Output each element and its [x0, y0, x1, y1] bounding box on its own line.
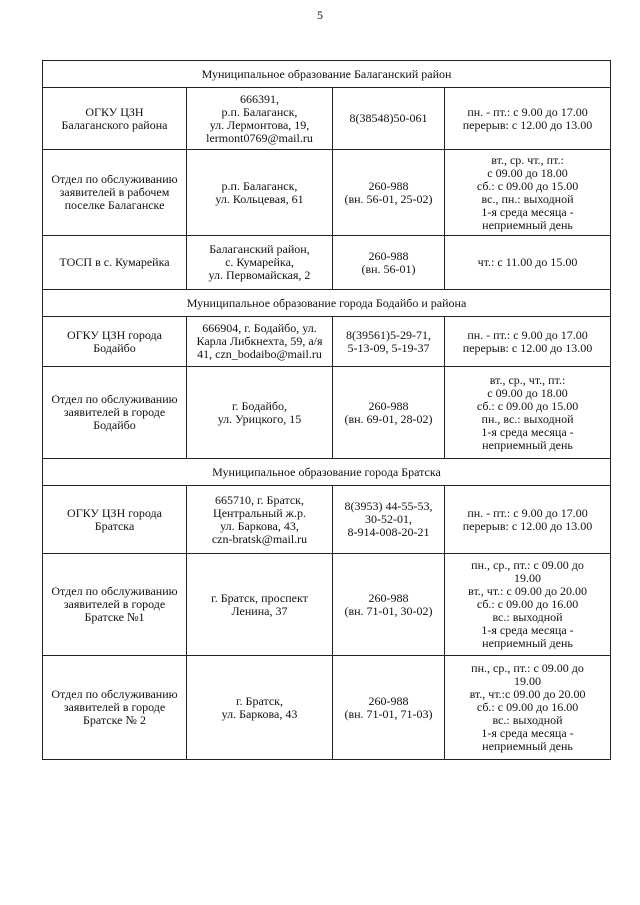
phone-cell: [333, 317, 445, 367]
address-cell: [187, 317, 333, 367]
office-address: р.п. Балаганск, ул. Кольцевая, 61: [215, 178, 304, 206]
office-name: ТОСП в с. Кумарейка: [59, 255, 170, 269]
office-address: 666904, г. Бодайбо, ул. Карла Либкнехта, 59, а/я 41, czn_bodaibo@mail.ru: [196, 321, 323, 361]
hours-cell: [445, 367, 611, 459]
hours-cell: [445, 150, 611, 236]
address-cell: [187, 656, 333, 760]
office-hours: пн. - пт.: с 9.00 до 17.00 перерыв: с 12.00 до 13.00: [462, 505, 593, 533]
office-hours: чт.: с 11.00 до 15.00: [477, 255, 578, 269]
office-phone: 8(39561)5-29-71, 5-13-09, 5-19-37: [346, 327, 431, 355]
phone-cell: [333, 150, 445, 236]
table-row: [43, 367, 611, 459]
office-hours: пн., ср., пт.: с 09.00 до 19.00 вт., чт.:с 09.00 до 20.00 сб.: с 09.00 до 16.00 вс.: выходной 1-я среда месяца - неприемный день: [469, 661, 586, 753]
office-name: Отдел по обслуживанию заявителей в городе Братске № 2: [51, 687, 178, 727]
office-name-cell: [43, 656, 187, 760]
office-phone: 260-988 (вн. 56-01, 25-02): [344, 178, 433, 206]
phone-cell: [333, 88, 445, 150]
office-address: Балаганский район, с. Кумарейка, ул. Первомайская, 2: [208, 242, 311, 282]
hours-cell: [445, 486, 611, 554]
address-cell: [187, 554, 333, 656]
phone-cell: [333, 486, 445, 554]
office-name-cell: [43, 367, 187, 459]
phone-cell: [333, 554, 445, 656]
address-cell: [187, 236, 333, 290]
office-phone: 8(38548)50-061: [349, 111, 428, 125]
hours-cell: [445, 236, 611, 290]
office-address: 665710, г. Братск, Центральный ж.р. ул. Баркова, 43, czn-bratsk@mail.ru: [211, 492, 308, 546]
hours-cell: [445, 88, 611, 150]
offices-table: [42, 60, 611, 760]
office-hours: пн., ср., пт.: с 09.00 до 19.00 вт., чт.: с 09.00 до 20.00 сб.: с 09.00 до 16.00 вс.: выходной 1-я среда месяца - неприемный день: [468, 558, 587, 650]
section-header-row: [43, 459, 611, 486]
office-address: г. Братск, ул. Баркова, 43: [221, 693, 298, 721]
office-name-cell: [43, 150, 187, 236]
table-row: [43, 554, 611, 656]
office-name-cell: [43, 554, 187, 656]
office-address: г. Бодайбо, ул. Урицкого, 15: [217, 398, 302, 426]
table-row: [43, 317, 611, 367]
office-phone: 8(3953) 44-55-53, 30-52-01, 8-914-008-20-21: [344, 499, 433, 539]
office-phone: 260-988 (вн. 71-01, 71-03): [344, 693, 433, 721]
office-hours: пн. - пт.: с 9.00 до 17.00 перерыв: с 12.00 до 13.00: [462, 327, 593, 355]
office-name: Отдел по обслуживанию заявителей в городе Бодайбо: [51, 392, 178, 432]
phone-cell: [333, 236, 445, 290]
office-phone: 260-988 (вн. 71-01, 30-02): [344, 590, 433, 618]
table-row: [43, 236, 611, 290]
table-row: [43, 150, 611, 236]
hours-cell: [445, 554, 611, 656]
office-name: ОГКУ ЦЗН города Бодайбо: [67, 327, 162, 355]
address-cell: [187, 486, 333, 554]
section-title: Муниципальное образование города Бодайбо и района: [43, 290, 611, 317]
address-cell: [187, 88, 333, 150]
office-name-cell: [43, 236, 187, 290]
hours-cell: [445, 656, 611, 760]
office-name: Отдел по обслуживанию заявителей в рабочем поселке Балаганске: [51, 172, 178, 212]
phone-cell: [333, 656, 445, 760]
office-address: г. Братск, проспект Ленина, 37: [211, 590, 308, 618]
office-hours: пн. - пт.: с 9.00 до 17.00 перерыв: с 12.00 до 13.00: [462, 104, 593, 132]
hours-cell: [445, 317, 611, 367]
office-hours: вт., ср. чт., пт.: с 09.00 до 18.00 сб.: с 09.00 до 15.00 вс., пн.: выходной 1-я среда месяца - неприемный день: [476, 152, 579, 232]
office-phone: 260-988 (вн. 56-01): [361, 248, 416, 276]
table-row: [43, 88, 611, 150]
office-hours: вт., ср., чт., пт.: с 09.00 до 18.00 сб.: с 09.00 до 15.00 пн., вс.: выходной 1-я среда месяца - неприемный день: [476, 372, 579, 452]
section-title: Муниципальное образование Балаганский район: [43, 61, 611, 88]
office-name-cell: [43, 88, 187, 150]
table-row: [43, 486, 611, 554]
section-header-row: [43, 61, 611, 88]
office-name: ОГКУ ЦЗН Балаганского района: [61, 104, 168, 132]
office-name: Отдел по обслуживанию заявителей в городе Братске №1: [51, 584, 178, 624]
office-name-cell: [43, 486, 187, 554]
section-title: Муниципальное образование города Братска: [43, 459, 611, 486]
phone-cell: [333, 367, 445, 459]
page-number: 5: [317, 8, 323, 22]
office-name-cell: [43, 317, 187, 367]
address-cell: [187, 150, 333, 236]
office-phone: 260-988 (вн. 69-01, 28-02): [344, 398, 433, 426]
section-header-row: [43, 290, 611, 317]
office-address: 666391, р.п. Балаганск, ул. Лермонтова, 19, lermont0769@mail.ru: [206, 91, 313, 145]
office-name: ОГКУ ЦЗН города Братска: [67, 505, 162, 533]
address-cell: [187, 367, 333, 459]
table-row: [43, 656, 611, 760]
